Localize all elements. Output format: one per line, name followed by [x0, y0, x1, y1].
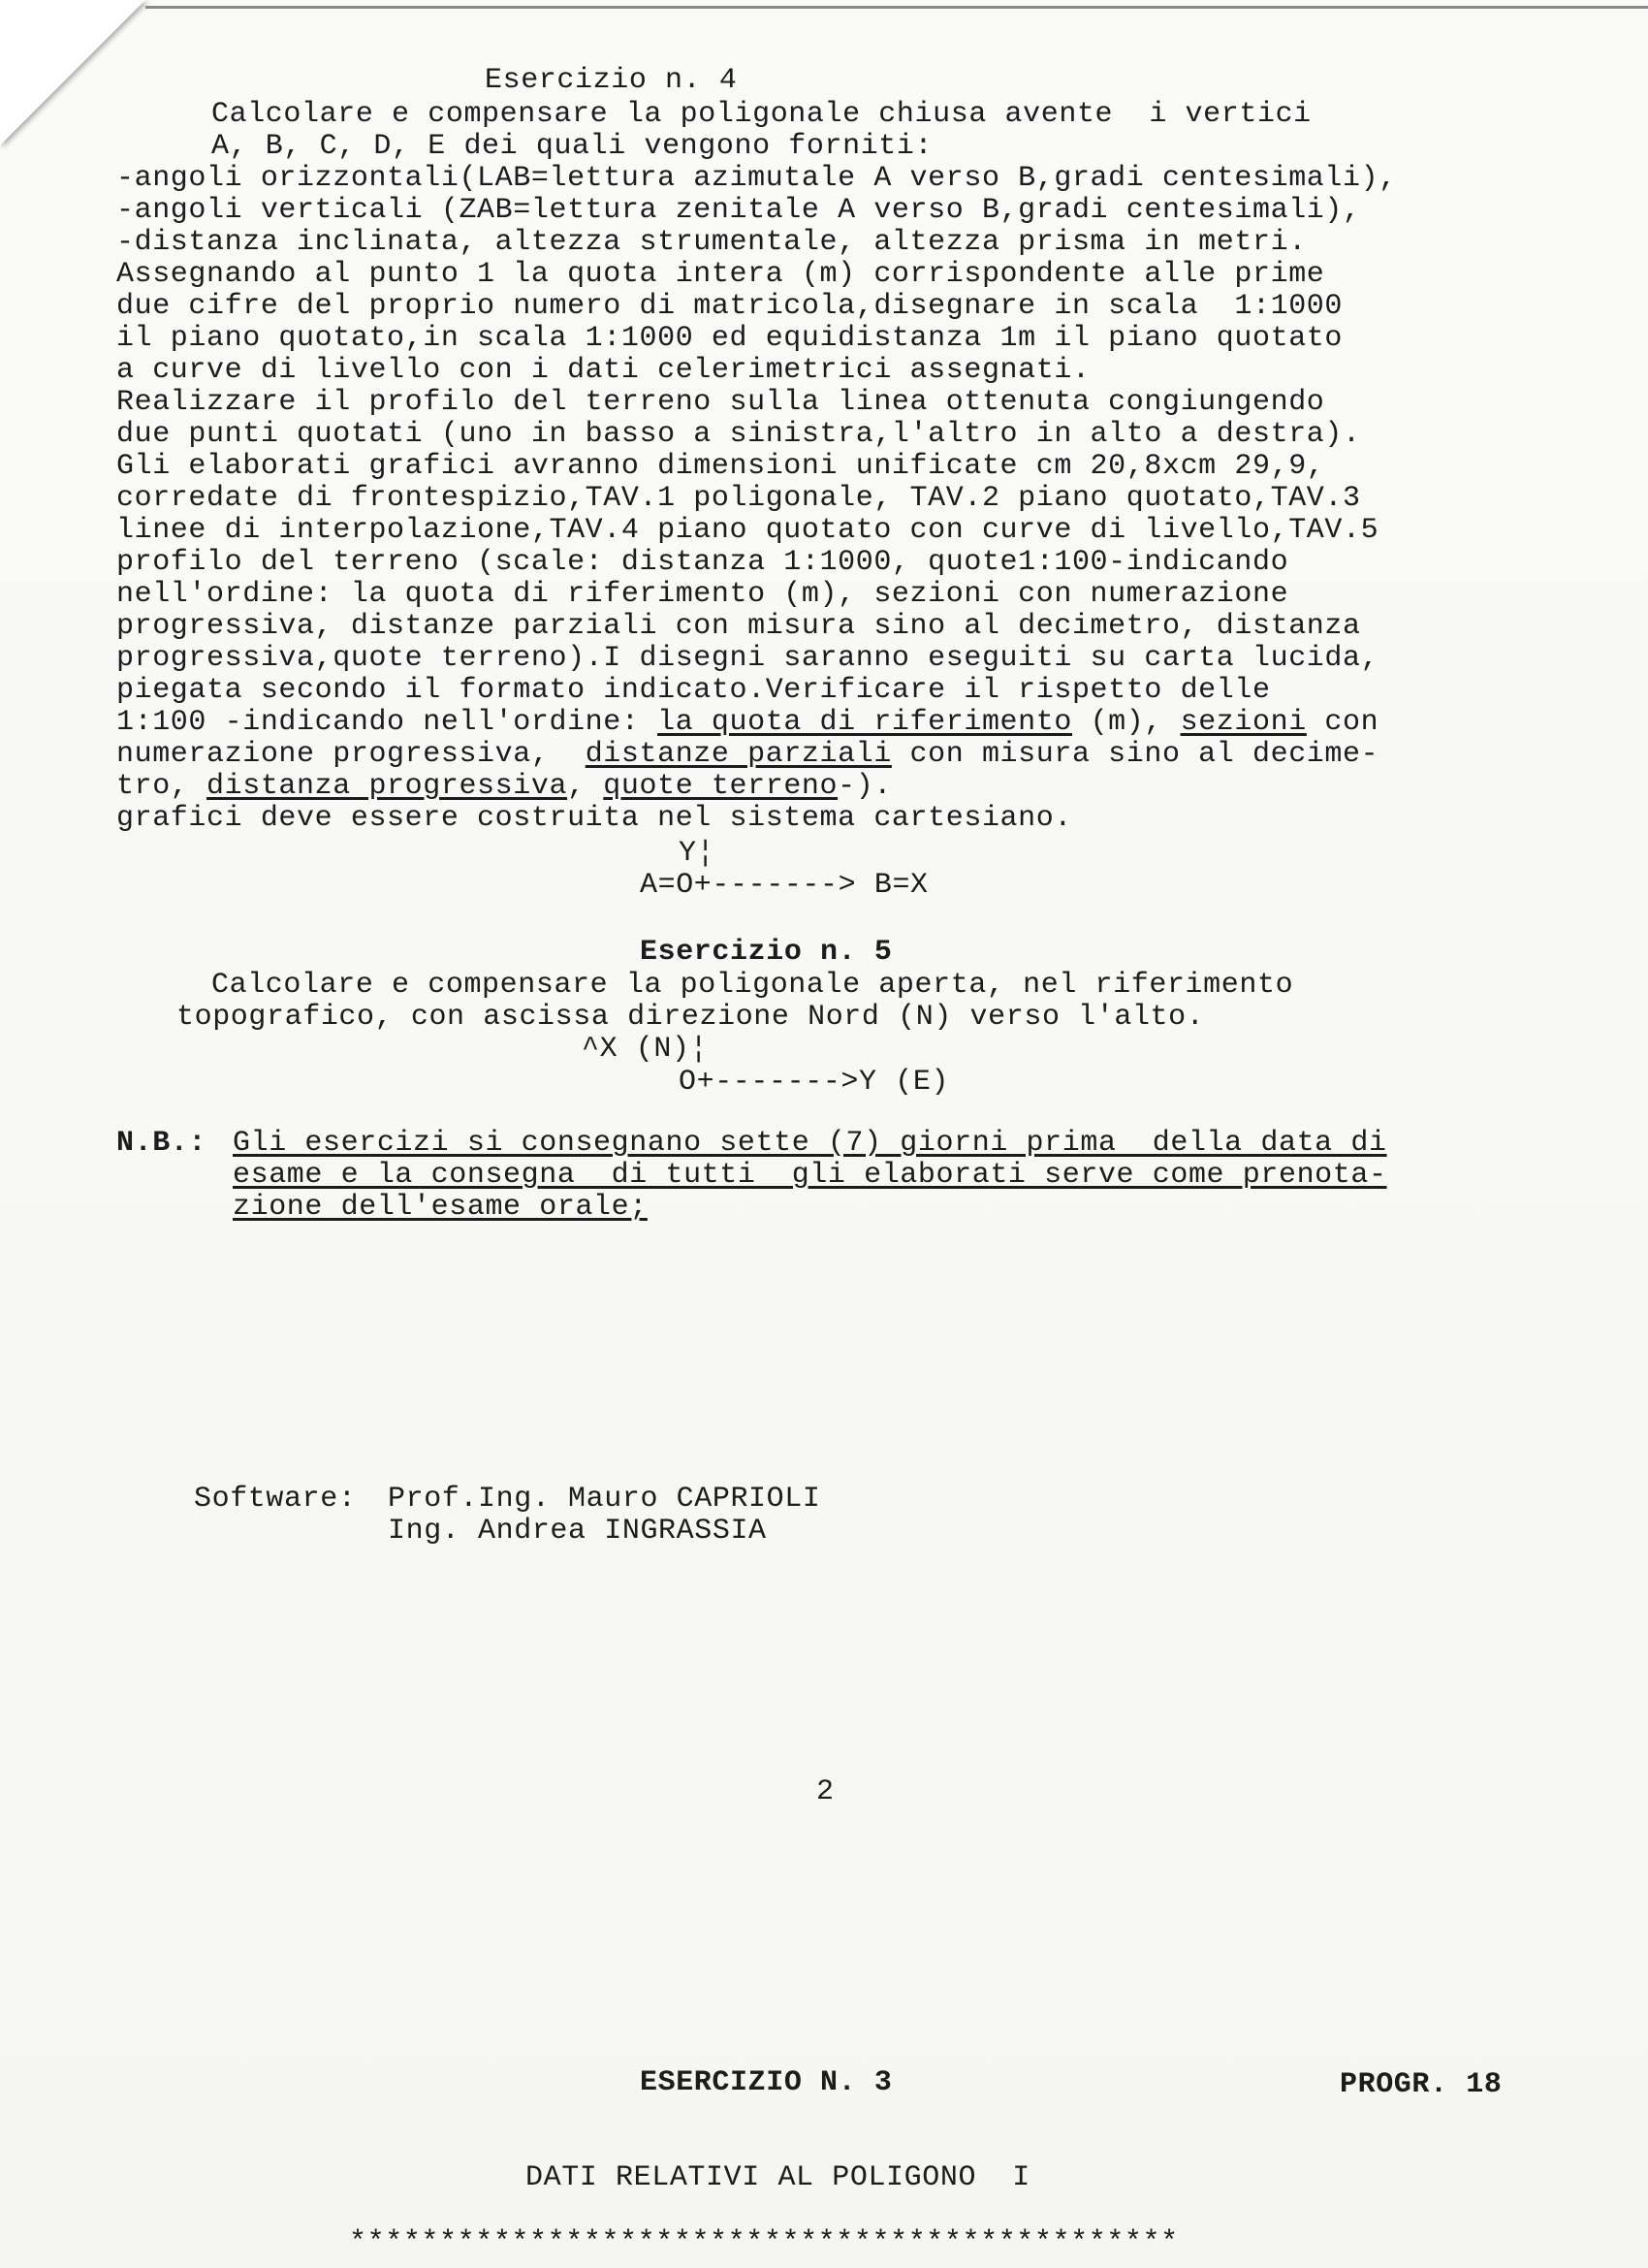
ex4-line: il piano quotato,in scala 1:1000 ed equidistanza 1m il piano quotato [116, 322, 1343, 355]
text-span: -). [838, 770, 892, 803]
ex4-line: Realizzare il profilo del terreno sulla linea ottenuta congiungendo [116, 386, 1325, 419]
ex4-line: progressiva,quote terreno).I disegni saranno eseguiti su carta lucida, [116, 642, 1379, 675]
footer-progr: PROGR. 18 [1340, 2068, 1503, 2101]
ex4-axis-x-label: A=O+-------> B=X [640, 869, 929, 902]
footer-heading: DATI RELATIVI AL POLIGONO I [525, 2161, 1030, 2194]
ex4-line: -angoli verticali (ZAB=lettura zenitale A verso B,gradi centesimali), [116, 194, 1361, 227]
ex4-title: Esercizio n. 4 [485, 64, 738, 97]
ex4-line: linee di interpolazione,TAV.4 piano quotato con curve di livello,TAV.5 [116, 514, 1379, 547]
ex5-title: Esercizio n. 5 [640, 936, 893, 969]
text-span: , [567, 770, 604, 803]
ex4-line: a curve di livello con i dati celerimetrici assegnati. [116, 354, 1091, 387]
ex4-line: Assegnando al punto 1 la quota intera (m) corrispondente alle prime [116, 258, 1325, 291]
footer-stars: ********************************************** [349, 2226, 1179, 2259]
page-number: 2 [816, 1775, 835, 1808]
ex4-line-underlined [116, 707, 1379, 739]
software-author: Prof.Ing. Mauro CAPRIOLI [388, 1483, 821, 1516]
ex4-line: -distanza inclinata, altezza strumentale, altezza prisma in metri. [116, 226, 1307, 259]
text-span: (m), [1071, 706, 1181, 739]
ex4-line: due punti quotati (uno in basso a sinistra,l'altro in alto a destra). [116, 418, 1361, 451]
ex4-line: -angoli orizzontali(LAB=lettura azimutale A verso B,gradi centesimali), [116, 162, 1397, 195]
ex4-line: Gli elaborati grafici avranno dimensioni unificate cm 20,8xcm 29,9, [116, 450, 1325, 483]
software-label: Software: [194, 1483, 357, 1516]
text-span: con [1306, 706, 1379, 739]
ex5-line: topografico, con ascissa direzione Nord (N) verso l'alto. [176, 1001, 1205, 1034]
ex4-axis-y-label: Y¦ [679, 837, 715, 870]
ex4-line: piegata secondo il formato indicato.Verificare il rispetto delle [116, 674, 1271, 707]
ex4-line: profilo del terreno (scale: distanza 1:1000, quote1:100-indicando [116, 546, 1289, 579]
text-span: numerazione progressiva, [116, 738, 586, 771]
software-author: Ing. Andrea INGRASSIA [388, 1515, 767, 1548]
ex5-axis-y-label: O+------->Y (E) [679, 1066, 950, 1099]
underlined-text: sezioni [1180, 706, 1307, 739]
nb-line: zione dell'esame orale; [233, 1191, 648, 1224]
ex4-line: progressiva, distanze parziali con misura sino al decimetro, distanza [116, 610, 1361, 643]
nb-line: esame e la consegna di tutti gli elaborati serve come prenota- [233, 1159, 1387, 1192]
ex4-line: grafici deve essere costruita nel sistema cartesiano. [116, 802, 1072, 835]
top-edge-line [145, 6, 1648, 9]
ex4-line: corredate di frontespizio,TAV.1 poligonale, TAV.2 piano quotato,TAV.3 [116, 482, 1361, 515]
folded-corner [0, 0, 145, 145]
underlined-text: quote terreno [603, 770, 839, 803]
footer-exercise: ESERCIZIO N. 3 [640, 2066, 893, 2099]
underlined-text: distanza progressiva [206, 770, 568, 803]
nb-label: N.B.: [116, 1127, 207, 1160]
text-span: tro, [116, 770, 207, 803]
ex4-line: due cifre del proprio numero di matricola,disegnare in scala 1:1000 [116, 290, 1343, 323]
underlined-text: distanze parziali [585, 738, 892, 771]
ex4-line: A, B, C, D, E dei quali vengono forniti: [211, 130, 934, 163]
ex4-line: nell'ordine: la quota di riferimento (m), sezioni con numerazione [116, 578, 1289, 611]
ex4-line-underlined [116, 771, 892, 803]
ex5-line: Calcolare e compensare la poligonale aperta, nel riferimento [211, 969, 1294, 1002]
ex5-axis-x-label: ^X (N)¦ [582, 1033, 709, 1066]
underlined-text: la quota di riferimento [657, 706, 1072, 739]
text-span: con misura sino al decime- [891, 738, 1379, 771]
nb-line: Gli esercizi si consegnano sette (7) giorni prima della data di [233, 1127, 1387, 1160]
ex4-line-underlined [116, 739, 1379, 771]
text-span: 1:100 -indicando nell'ordine: [116, 706, 658, 739]
ex4-line: Calcolare e compensare la poligonale chiusa avente i vertici [211, 98, 1312, 131]
